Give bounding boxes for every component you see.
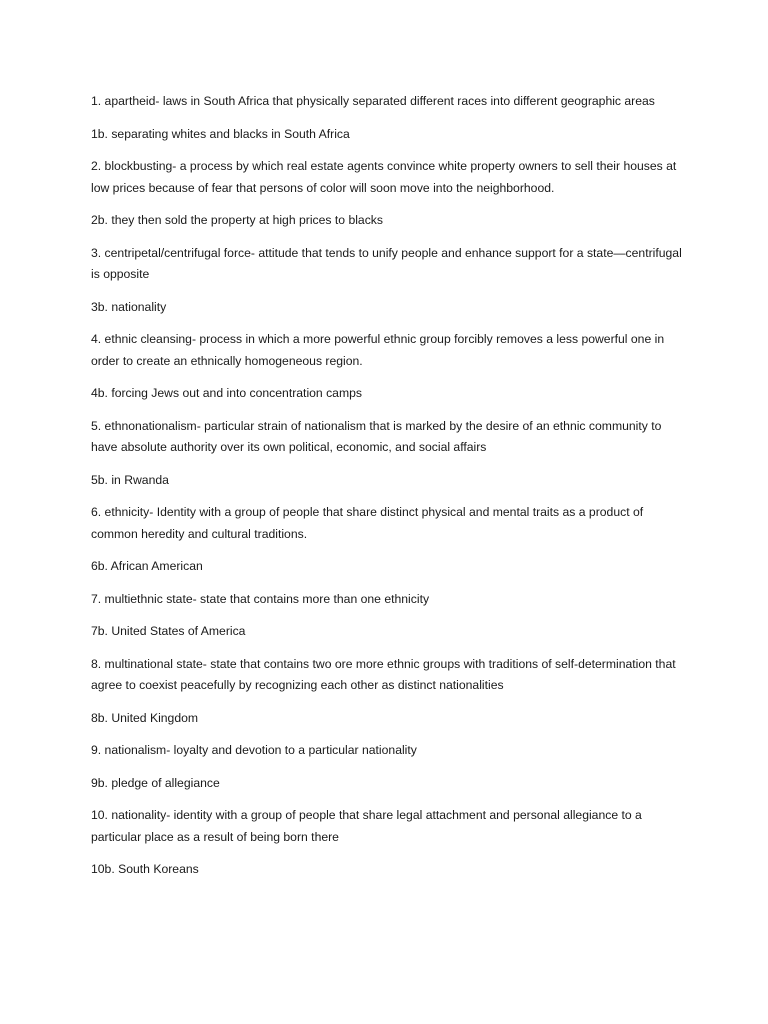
definition-nationality: 10. nationality- identity with a group of people that share legal attachment and personal allegiance to a particular place as a result of being born there [91,808,642,844]
definition-apartheid: 1. apartheid- laws in South Africa that physically separated different races into different geographic areas [91,94,655,108]
example-ethnicity: 6b. African American [91,559,203,573]
definition-blockbusting: 2. blockbusting- a process by which real estate agents convince white property owners to sell their houses at low prices because of fear that persons of color will soon move into the neighborhood. [91,159,677,195]
document-body [91,91,691,892]
definition-ethnic-cleansing: 4. ethnic cleansing- process in which a more powerful ethnic group forcibly removes a less powerful one in order to create an ethnically homogeneous region. [91,332,665,368]
example-nationalism: 9b. pledge of allegiance [91,775,220,790]
definition-multiethnic-state: 7. multiethnic state- state that contains more than one ethnicity [91,591,430,606]
definition-ethnicity: 6. ethnicity- Identity with a group of people that share distinct physical and mental traits as a product of common heredity and cultural traditions. [91,505,644,541]
example-apartheid: 1b. separating whites and blacks in South Africa [91,126,350,141]
example-ethnonationalism: 5b. in Rwanda [91,472,169,487]
example-blockbusting: 2b. they then sold the property at high prices to blacks [91,213,383,227]
definition-centripetal-force: 3. centripetal/centrifugal force- attitude that tends to unify people and enhance support for a state—centrifugal is opposite [91,245,682,281]
example-multiethnic-state: 7b. United States of America [91,624,246,638]
example-centripetal-force: 3b. nationality [91,299,167,314]
example-ethnic-cleansing: 4b. forcing Jews out and into concentration camps [91,386,362,400]
example-multinational-state: 8b. United Kingdom [91,710,199,725]
definition-nationalism: 9. nationalism- loyalty and devotion to a particular nationality [91,743,417,757]
example-nationality: 10b. South Koreans [91,862,199,876]
definition-multinational-state: 8. multinational state- state that contains two ore more ethnic groups with traditions of self-determination that agree to coexist peacefully by recognizing each other as distinct nationalities [91,656,676,692]
definition-ethnonationalism: 5. ethnonationalism- particular strain of nationalism that is marked by the desire of an ethnic community to have absolute authority over its own political, economic, and social affairs [91,418,662,454]
